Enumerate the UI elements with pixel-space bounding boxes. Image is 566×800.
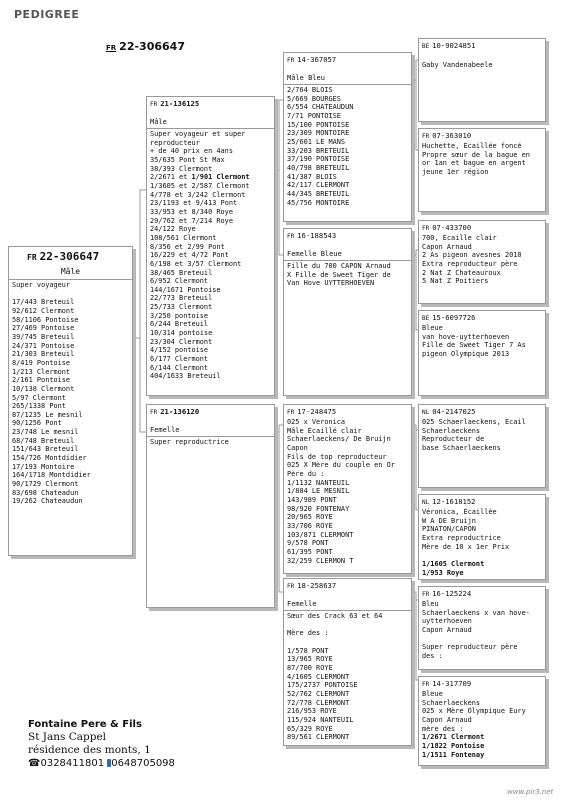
ggp-mfm-ring: NL 12-1618152 — [422, 497, 476, 506]
result-line: 61/395 PONT — [287, 547, 333, 556]
top-ring-value: 22-306647 — [119, 40, 185, 53]
result-line: 44/345 BRETEUIL — [287, 189, 350, 198]
result-line: Propre sœur de la bague en — [422, 150, 530, 159]
result-line: 404/1633 Breteuil — [150, 372, 221, 381]
result-line: 1/1132 NANTEUIL — [287, 478, 350, 487]
result-line: Mâle Écaillé clair — [287, 426, 362, 435]
maternal-grandmother-sex: Femelle — [284, 599, 411, 611]
ggp-mff-ring: NL 04-2147025 — [422, 407, 476, 416]
result-line: Super reproductrice — [150, 438, 229, 446]
result-line: uytterhoeven — [422, 617, 472, 626]
result-line: 6/952 Clermont — [150, 277, 209, 286]
main-bird-sex: Mâle — [9, 265, 132, 280]
ggp-mmf-ring: FR 16-125224 — [422, 589, 472, 598]
main-bird-results — [9, 280, 132, 507]
maternal-grandfather-card — [283, 404, 412, 574]
result-line: Super reproducteur père — [422, 643, 518, 652]
result-line: Schaerlaeckens/ De Bruijn — [287, 435, 391, 444]
result-line: 3/250 pontoise — [150, 311, 209, 320]
result-line: 19/262 Chateaudun — [12, 497, 83, 506]
result-line: 89/561 CLERMONT — [287, 733, 350, 742]
result-line: 37/190 PONTOISE — [287, 155, 350, 164]
result-line: mère des : — [422, 724, 464, 733]
result-line: 33/953 et 8/340 Roye — [150, 207, 233, 216]
result-line: Bleue — [422, 324, 443, 332]
maternal-grandfather-results — [284, 417, 411, 566]
result-line: 20/965 ROYE — [287, 513, 333, 522]
result-line: W A DE Bruijn — [422, 516, 476, 525]
result-line: 65/329 ROYE — [287, 724, 333, 733]
result-line: or 1an et bague en argent — [422, 159, 526, 168]
result-line — [287, 621, 408, 630]
main-bird-ring: FR 22-306647 — [27, 250, 100, 263]
result-line: 5/669 BOURGES — [287, 94, 341, 103]
result-line: 21/303 Breteuil — [12, 350, 75, 359]
result-line: 2/161 Pontoise — [12, 376, 71, 385]
result-line: 175/2737 PONTOISE — [287, 681, 358, 690]
result-line: 8/356 et 2/99 Pont — [150, 242, 225, 251]
result-line: 87/700 ROYE — [287, 663, 333, 672]
result-line: 23/1193 et 9/413 Pont — [150, 199, 238, 208]
result-line: 10/138 Clermont — [12, 384, 75, 393]
result-line: 6/554 CHATEAUDUN — [287, 103, 354, 112]
result-line: 39/745 Breteuil — [12, 332, 75, 341]
result-line: 1/3605 et 2/587 Clermont — [150, 181, 250, 190]
result-line: 2/2671 et 1/901 Clermont — [150, 173, 250, 182]
result-line — [287, 638, 408, 647]
result-line: Van Hove UYTTERHOEVEN — [287, 279, 375, 288]
top-ring-country: FR — [106, 44, 117, 52]
result-line: 025 X Mère du couple en Or — [287, 461, 395, 470]
result-line: 025 Schaerlaeckens, Écail — [422, 418, 526, 426]
result-line: 25/733 Clermont — [150, 303, 213, 312]
result-line: 2/764 BLOIS — [287, 86, 333, 94]
result-line: 92/612 Clermont — [12, 306, 75, 315]
result-line: Père du : — [287, 469, 325, 478]
result-line: 144/1671 Pontoise — [150, 285, 221, 294]
result-line: Fille de Sweet Tiger 7 As — [422, 341, 526, 350]
result-line: 24/371 Pontoise — [12, 341, 75, 350]
result-line: 52/762 CLERMONT — [287, 689, 350, 698]
result-line — [422, 551, 542, 560]
result-line: 1/578 PONT — [287, 646, 329, 655]
result-line: 025 x Veronica — [287, 418, 346, 426]
paternal-grandfather-sex: Mâle Bleu — [284, 73, 411, 85]
result-line: 23/304 Clermont — [150, 337, 213, 346]
site-watermark: www.pir3.net — [507, 788, 554, 796]
result-line: des : — [422, 651, 443, 660]
father-sex: Mâle — [147, 117, 274, 129]
result-line: 1/213 Clermont — [12, 367, 71, 376]
mother-card — [146, 404, 275, 608]
result-line: 32/259 CLERMON T — [287, 556, 354, 565]
result-line: 1/953 Roye — [422, 568, 464, 577]
result-line: 216/953 ROYE — [287, 707, 337, 716]
result-line: reproducteur — [150, 138, 200, 147]
result-line: Schaerlaeckens — [422, 698, 481, 707]
ggp-mmm-ring: FR 14-317709 — [422, 679, 472, 688]
result-line: Capon Arnaud — [422, 242, 472, 251]
result-line: 6/198 et 3/57 Clermont — [150, 259, 242, 268]
result-line: 25/601 LE MANS — [287, 137, 346, 146]
result-line: Gaby Vandenabeele — [422, 60, 493, 69]
result-line: 38/465 Breteuil — [150, 268, 213, 277]
result-line: 15/100 PONTOISE — [287, 120, 350, 129]
paternal-grandmother-card — [283, 228, 412, 396]
result-line: 4/778 et 3/242 Clermont — [150, 190, 246, 199]
result-line: 23/309 MONTOIRE — [287, 129, 350, 138]
paternal-grandfather-ring: FR 14-367057 — [287, 55, 337, 64]
result-line: Sœur des Crack 63 et 64 — [287, 612, 383, 620]
main-bird-card — [8, 246, 133, 556]
ggp-fmf-card — [418, 220, 546, 304]
result-line: 6/244 Breteuil — [150, 320, 209, 329]
result-line: 41/387 BLOIS — [287, 172, 337, 181]
result-line: 72/778 CLERMONT — [287, 698, 350, 707]
owner-block — [28, 718, 175, 770]
result-line: Huchette, Écaillée foncé — [422, 142, 522, 150]
result-line: 29/762 et 7/214 Roye — [150, 216, 233, 225]
result-line: Véronica, Écaillée — [422, 508, 497, 516]
result-line: 5/97 Clermont — [12, 393, 66, 402]
result-line: 7/71 PONTOISE — [287, 111, 341, 120]
maternal-grandmother-card — [283, 578, 412, 746]
result-line: 90/1256 Pont — [12, 419, 62, 428]
result-line: 151/643 Breteuil — [12, 445, 79, 454]
result-line: 27/469 Pontoise — [12, 324, 75, 333]
result-line: 98/920 FONTENAY — [287, 504, 350, 513]
result-line: 87/1235 Le mesnil — [12, 410, 83, 419]
ggp-mff-info — [419, 417, 545, 454]
father-card — [146, 96, 275, 396]
result-line: 108/561 Clermont — [150, 233, 217, 242]
result-line: 143/989 PONT — [287, 495, 337, 504]
ggp-mmf-info — [419, 599, 545, 662]
result-line: Reproducteur de — [422, 435, 485, 444]
result-line: Super voyageur — [12, 281, 71, 289]
ggp-ffm-ring: FR 07-363010 — [422, 131, 472, 140]
paternal-grandfather-card — [283, 52, 412, 222]
result-line: Extra reproductrice — [422, 533, 501, 542]
result-line: 17/193 Montoire — [12, 462, 75, 471]
ggp-mfm-card — [418, 494, 546, 580]
result-line: 6/144 Clermont — [150, 363, 209, 372]
result-line: Bleue — [422, 690, 443, 698]
result-line: 700, Écaille clair — [422, 234, 497, 242]
mother-sex: Femelle — [147, 425, 274, 437]
result-line: 6/177 Clermont — [150, 355, 209, 364]
maternal-grandmother-results — [284, 611, 411, 743]
result-line: + de 40 prix en 4ans — [150, 147, 233, 156]
result-line: 1/1605 Clermont — [422, 559, 485, 568]
result-line: 8/419 Pontoise — [12, 358, 71, 367]
result-line: 42/117 CLERMONT — [287, 181, 350, 190]
result-line — [422, 635, 542, 644]
owner-mobile: 0648705098 — [111, 758, 175, 769]
result-line: 23/748 Le mesnil — [12, 428, 79, 437]
result-line: 2 As pigeon avesnes 2010 — [422, 251, 522, 260]
result-line: 4/152 pontoise — [150, 346, 209, 355]
ggp-fmm-info — [419, 323, 545, 360]
ggp-mmm-info — [419, 689, 545, 760]
result-line: 68/748 Breteuil — [12, 436, 75, 445]
phone-icon: ☎ — [28, 758, 41, 769]
ggp-mff-card — [418, 404, 546, 488]
result-line: Extra reproducteur père — [422, 259, 518, 268]
ggp-mfm-info — [419, 507, 545, 578]
ggp-fmm-card — [418, 310, 546, 396]
ggp-mmm-card — [418, 676, 546, 766]
result-line: 22/773 Breteuil — [150, 294, 213, 303]
result-line: 58/1106 Pontoise — [12, 315, 79, 324]
paternal-grandmother-ring: FR 16-188543 — [287, 231, 337, 240]
result-line: 4/1605 CLERMONT — [287, 672, 350, 681]
result-line — [422, 52, 542, 61]
mother-results — [147, 437, 274, 448]
owner-name: Fontaine Pere & Fils — [28, 719, 142, 730]
result-line: 24/122 Roye — [150, 225, 196, 234]
result-line: 1/884 LE MESNIL — [287, 487, 350, 496]
result-line: Super voyageur et super — [150, 130, 246, 138]
father-results — [147, 129, 274, 382]
result-line — [12, 290, 129, 299]
result-line: 16/229 et 4/72 Pont — [150, 251, 229, 260]
result-line: Mère des : — [287, 629, 329, 638]
maternal-grandfather-ring: FR 17-248475 — [287, 407, 337, 416]
ggp-fff-card — [418, 38, 546, 122]
result-line: 45/756 MONTOIRE — [287, 198, 350, 207]
owner-phones — [28, 757, 175, 770]
ggp-fmm-ring: BE 15-6097726 — [422, 313, 476, 322]
result-line: van hove-uytterhoeven — [422, 332, 510, 341]
result-line: pigeon Olympique 2013 — [422, 349, 510, 358]
result-line: 17/443 Breteuil — [12, 298, 75, 307]
result-line: 025 x Mère Olympique Eury — [422, 707, 526, 716]
result-line: 115/924 NANTEUIL — [287, 715, 354, 724]
result-line: PINATON/CAPON — [422, 525, 476, 534]
result-line: 2 Nat Z Chateauroux — [422, 268, 501, 277]
result-line: Capon Arnaud — [422, 625, 472, 634]
ggp-fff-ring: BE 10-9024851 — [422, 41, 476, 50]
father-ring: FR 21-136125 — [150, 99, 200, 108]
owner-address: résidence des monts, 1 — [28, 744, 151, 756]
ggp-mmf-card — [418, 586, 546, 670]
result-line: 83/698 Chateadun — [12, 488, 79, 497]
result-line: Schaerlaeckens x van hove- — [422, 608, 530, 617]
result-line: 35/635 Pont St Max — [150, 155, 225, 164]
result-line: 10/314 pontoise — [150, 329, 213, 338]
result-line: 1/1822 Pontoise — [422, 741, 485, 750]
result-line: 33/203 BRETEUIL — [287, 146, 350, 155]
result-line: Schaerlaeckens — [422, 426, 481, 435]
result-line: X Fille de Sweet Tiger de — [287, 270, 391, 279]
result-line: 1/2671 Clermont — [422, 733, 485, 742]
ggp-fff-info — [419, 51, 545, 70]
result-line: Fils de top reproducteur — [287, 452, 387, 461]
ggp-ffm-card — [418, 128, 546, 212]
ggp-fmf-ring: FR 07-433700 — [422, 223, 472, 232]
ggp-fmf-info — [419, 233, 545, 287]
result-line: 38/393 Clermont — [150, 164, 213, 173]
result-line: 13/965 ROYE — [287, 655, 333, 664]
pedigree-title: PEDIGREE — [14, 8, 80, 21]
result-line: Capon Arnaud — [422, 715, 472, 724]
owner-phone: 0328411801 — [40, 758, 105, 769]
result-line: 9/578 PONT — [287, 539, 329, 548]
result-line: Capon — [287, 443, 308, 452]
result-line: 5 Nat Z Poitiers — [422, 277, 489, 286]
result-line: 154/726 Montdidier — [12, 454, 87, 463]
top-ring-number — [106, 40, 185, 53]
paternal-grandfather-results — [284, 85, 411, 208]
result-line: 40/798 BRETEUIL — [287, 163, 350, 172]
result-line: base Schaerlaeckens — [422, 443, 501, 452]
result-line: 103/871 CLERMONT — [287, 530, 354, 539]
ggp-ffm-info — [419, 141, 545, 178]
mother-ring: FR 21-136120 — [150, 407, 200, 416]
result-line: jeune 1er région — [422, 167, 489, 176]
paternal-grandmother-results — [284, 261, 411, 289]
owner-town: St Jans Cappel — [28, 731, 107, 743]
paternal-grandmother-sex: Femelle Bleue — [284, 249, 411, 261]
result-line: 90/1729 Clermont — [12, 480, 79, 489]
result-line: Bleu — [422, 600, 439, 608]
result-line: Mère de 10 x 1er Prix — [422, 542, 510, 551]
result-line: 33/706 ROYE — [287, 521, 333, 530]
result-line: 164/1718 Montdidier — [12, 471, 91, 480]
result-line: 1/1511 Fontenay — [422, 750, 485, 759]
result-line: Fille du 700 CAPON Arnaud — [287, 262, 391, 270]
result-line: 265/1338 Pont — [12, 402, 66, 411]
maternal-grandmother-ring: FR 18-258637 — [287, 581, 337, 590]
